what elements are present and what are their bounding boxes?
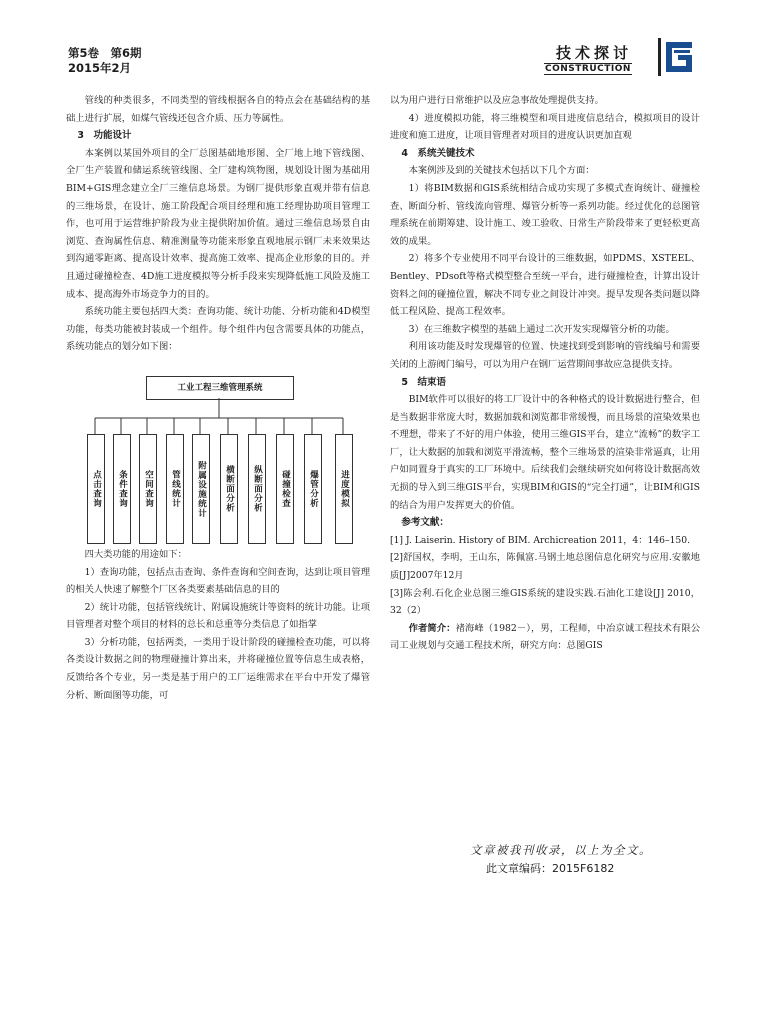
paragraph: BIM软件可以很好的将工厂设计中的各种格式的设计数据进行整合，但是当数据非常庞大时，数据加载和浏览都非常缓慢，而且场景的渲染效果也不理想，带来了不好的用户体验，使用三维GIS平台，建立“流畅”的数字工厂，让大数据的加载和浏览平滑流畅，整个三维场景的渲染非常逼真，让用户如同置身于真实的工厂环境中。后续我们会继续研究如何将设计数据高效无损的导入到三维GIS平台，实现BIM和GIS的“完全打通”，让BIM和GIS的结合为用户发挥更大的价值。: [390, 394, 700, 511]
paragraph: 利用该功能及时发现爆管的位置、快速找到受到影响的管线编号和需要关闭的上游阀门编号，可以为用户在钢厂运营期间事故应急提供支持。: [390, 341, 700, 370]
reference-item: [3]陈会利.石化企业总图三维GIS系统的建设实践.石油化工建设[J] 2010，32（2）: [390, 587, 700, 617]
org-chart-connectors: [80, 398, 360, 438]
paragraph: 四大类功能的用途如下：: [84, 548, 187, 560]
issue-info: [68, 46, 142, 76]
paragraph: 3）在三维数字模型的基础上通过二次开发实现爆管分析的功能。: [408, 323, 675, 335]
org-chart-item: 管线统计: [166, 434, 184, 544]
org-chart-item: 进度模拟: [335, 434, 353, 544]
right-column: [390, 92, 700, 655]
org-chart-item: 条件查询: [113, 434, 131, 544]
volume-issue: 第5卷 第6期: [68, 46, 142, 60]
journal-masthead: [542, 38, 692, 78]
paragraph: 1）查询功能，包括点击查询、条件查询和空间查询，达到让项目管理的相关人快速了解整个厂区各类要素基础信息的目的: [66, 566, 370, 596]
org-chart-root: 工业工程三维管理系统: [146, 376, 294, 400]
author-bio: [390, 620, 700, 655]
footer-note: 文章被我刊收录，以上为全文。: [470, 843, 652, 857]
reference-item: [2]舒国权，李明，王山东，陈佩富.马钢土地总图信息化研究与应用.安徽地质[J]2007年12月: [390, 552, 700, 582]
org-chart-item: 横断面分析: [220, 434, 238, 544]
article-code: 此文章编码：2015F6182: [486, 862, 615, 875]
journal-title: 技术探讨: [556, 44, 633, 62]
paragraph: 2）统计功能，包括管线统计、附属设施统计等资料的统计功能。让项目管理者对整个项目的材料的总长和总重等分类信息了如指掌: [66, 601, 370, 631]
journal-logo-icon: [658, 38, 696, 76]
author-text: 褚海峰（1982－），男，工程师，中冶京诚工程技术有限公司工业规划与交通工程技术所，研究方向：总图GIS: [390, 622, 700, 652]
author-label: 作者简介：: [408, 622, 456, 634]
paragraph: 1）将BIM数据和GIS系统相结合成功实现了多模式查询统计、碰撞检查、断面分析、管线流向管理、爆管分析等一系列功能。经过优化的总图管理系统在前期筹建、设计施工、竣工验收、日常生产阶段带来了更轻松更高效的成果。: [390, 182, 700, 247]
paragraph: 管线的种类很多，不同类型的管线根据各自的特点会在基础结构的基础上进行扩展，如煤气管线还包含介质、压力等属性。: [66, 95, 370, 124]
org-chart-item: 点击查询: [87, 434, 105, 544]
issue-date: 2015年2月: [68, 61, 132, 75]
paragraph: 以为用户进行日常维护以及应急事故处理提供支持。: [390, 95, 604, 106]
references-heading: 参考文献：: [401, 517, 449, 529]
org-chart-item: 纵断面分析: [248, 434, 266, 544]
org-chart-item: 爆管分析: [304, 434, 322, 544]
section-heading: 3 功能设计: [77, 130, 132, 142]
journal-title-en: CONSTRUCTION: [545, 64, 631, 74]
section-heading: 5 结束语: [401, 376, 447, 388]
paragraph: 系统功能主要包括四大类：查询功能、统计功能、分析功能和4D模型功能，每类功能被封装成一个组件。每个组件内包含需要具体的功能点，系统功能点的划分如下图：: [66, 306, 370, 353]
paragraph: 3）分析功能，包括两类，一类用于设计阶段的碰撞检查功能，可以将各类设计数据之间的物理碰撞计算出来，并将碰撞位置等信息生成表格，反馈给各个专业，另一类是基于用户的工厂运维需求在平台中开发了爆管分析、断面图等功能，可: [66, 636, 370, 701]
paragraph: 本案例涉及到的关键技术包括以下几个方面：: [408, 165, 595, 177]
org-chart-item: 空间查询: [139, 434, 157, 544]
org-chart-item: 碰撞检查: [276, 434, 294, 544]
paragraph: 4）进度模拟功能，将三维模型和项目进度信息结合，模拟项目的设计进度和施工进度，让项目管理者对项目的进度认识更加直观: [390, 112, 700, 142]
org-chart-item: 附属设施统计: [192, 434, 210, 544]
section-heading: 4 系统关键技术: [401, 147, 475, 159]
paragraph: 本案例以某国外项目的全厂总图基础地形图、全厂地上地下管线图、全厂生产装置和储运系统管线图、全厂建构筑物图，规划设计图为基础用BIM+GIS理念建立全厂三维信息场景。为钢厂提供形象直观并带有信息的三维场景，在设计、施工阶段配合项目经理和施工经理协助项目管理工作，也可用于运营维护阶段为业主提供附加价值。通过三维信息场景自由浏览、查询属性信息、精准测量等功能来形象直观地展示钢厂未来效果达到沟通零距离、提高设计效率、提高施工效率、提高企业形象的目的。并且通过碰撞检查、4D施工进度模拟等分析手段来实现降低施工风险及施工成本、提高海外市场竞争力的目的。: [66, 147, 370, 300]
paragraph: 2）将多个专业使用不同平台设计的三维数据，如PDMS、XSTEEL、Bentley、PDsoft等格式模型整合至统一平台，进行碰撞检查，计算出设计资料之间的碰撞位置，解决不同专业之间设计冲突。提早发现各类问题以降低工程风险、提高工程效率。: [390, 253, 700, 318]
reference-item: [1] J. Laiserin. History of BIM. Archicreation 2011，4：146–150.: [390, 534, 691, 546]
